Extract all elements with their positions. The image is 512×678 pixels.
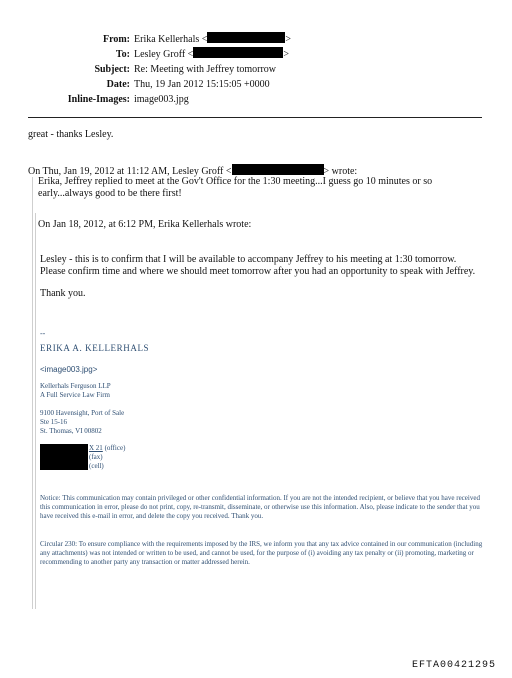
quote2-intro: On Jan 18, 2012, at 6:12 PM, Erika Kellerhals wrote: bbox=[38, 219, 252, 230]
inline-images-label: Inline-Images: bbox=[67, 94, 130, 105]
from-row: From: Erika Kellerhals < > bbox=[20, 32, 320, 47]
phone-cell: (cell) bbox=[89, 462, 104, 470]
address-line2: Ste 15-16 bbox=[40, 418, 68, 426]
circular-230-notice: Circular 230: To ensure compliance with the requirements imposed by the IRS, we inform you that any tax advice contained in our communication (including any attachments) was not intended or written to be used, and cannot be used, for the purpose of (i) avoiding any tax penalty or (ii) promoting, marketing or recommending to another party any transaction or matter addressed herein. bbox=[40, 540, 483, 566]
subject-label: Subject: bbox=[94, 64, 130, 75]
redaction-block bbox=[193, 47, 283, 58]
quote-bar bbox=[35, 213, 36, 609]
subject-value: Re: Meeting with Jeffrey tomorrow bbox=[134, 64, 277, 75]
date-value: Thu, 19 Jan 2012 15:15:05 +0000 bbox=[134, 79, 270, 90]
quote1-line2: early...always good to be there first! bbox=[38, 188, 182, 199]
from-label: From: bbox=[102, 34, 130, 45]
date-label: Date: bbox=[106, 79, 130, 90]
address-line1: 9100 Havensight, Port of Sale bbox=[40, 409, 125, 417]
quote1-line1: Erika, Jeffrey replied to meet at the Gov't Office for the 1:30 meeting...I guess go 10 minutes or so bbox=[38, 176, 433, 187]
phone-office: X 21 (office) bbox=[89, 444, 126, 452]
redaction-block bbox=[40, 444, 88, 470]
inline-images-row bbox=[20, 92, 320, 107]
subject-row bbox=[20, 62, 320, 77]
quote-bar bbox=[32, 177, 33, 609]
redaction-block bbox=[207, 32, 285, 43]
inline-images-value: image003.jpg bbox=[134, 94, 189, 105]
to-value: Lesley Groff < bbox=[134, 49, 194, 60]
address-line3: St. Thomas, VI 00802 bbox=[40, 427, 102, 435]
signature-image-placeholder: <image003.jpg> bbox=[40, 365, 98, 374]
quote2-line2: Please confirm time and where we should meet tomorrow after you had an opportunity to speak with Jeffrey. bbox=[40, 266, 476, 277]
firm-name: Kellerhals Ferguson LLP bbox=[40, 382, 111, 390]
confidentiality-notice: Notice: This communication may contain privileged or other confidential information. If you are not the intended recipient, or believe that you have received this communication in error, please do not print, copy, re-transmit, disseminate, or otherwise use this information. Also, please indicate to the sender that you have received this e-mail in error, and delete the copy you received. Thank you. bbox=[40, 494, 480, 520]
header-divider bbox=[28, 117, 482, 118]
quote1-intro: On Thu, Jan 19, 2012 at 11:12 AM, Lesley Groff < > wrote: bbox=[28, 166, 358, 177]
thanks-text: Thank you. bbox=[40, 288, 86, 299]
date-row bbox=[20, 77, 320, 92]
email-header bbox=[20, 32, 320, 107]
from-value: Erika Kellerhals < bbox=[134, 34, 208, 45]
signature-name: ERIKA A. KELLERHALS bbox=[40, 343, 150, 353]
firm-tagline: A Full Service Law Firm bbox=[40, 391, 110, 399]
to-row: To: Lesley Groff < > bbox=[20, 47, 320, 62]
to-label: To: bbox=[115, 49, 130, 60]
reply-text: great - thanks Lesley. bbox=[28, 129, 114, 140]
document-id: EFTA00421295 bbox=[411, 660, 496, 671]
redaction-block bbox=[232, 164, 324, 175]
phone-fax: (fax) bbox=[89, 453, 103, 461]
signature-dash: -- bbox=[40, 329, 46, 338]
quote2-line1: Lesley - this is to confirm that I will be available to accompany Jeffrey to his meeting at 1:30 tomorrow. bbox=[40, 254, 457, 265]
phone-ext-link[interactable]: X 21 bbox=[89, 444, 103, 452]
